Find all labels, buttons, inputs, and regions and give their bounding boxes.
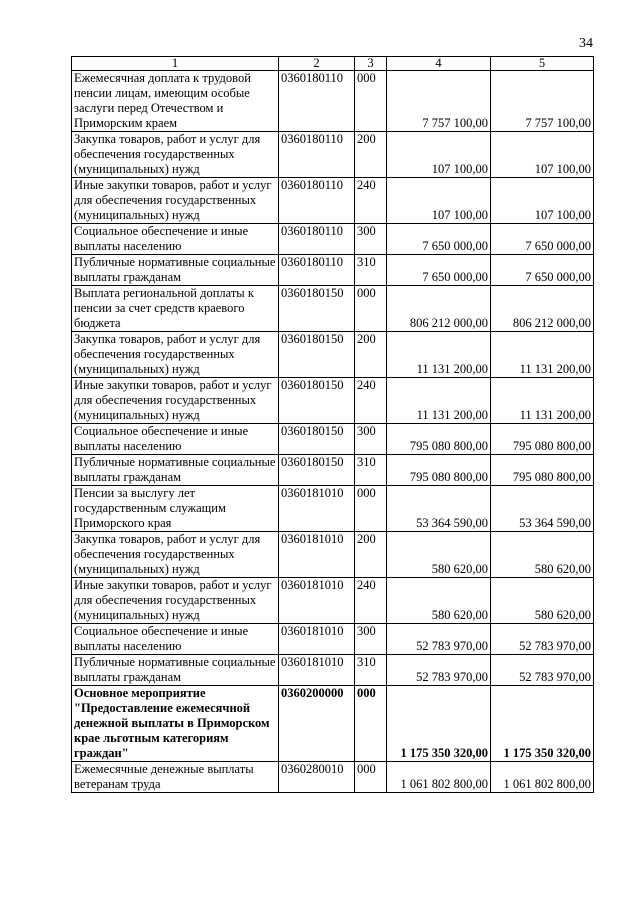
row-code: 0360180110 <box>279 255 355 286</box>
row-expense-type: 300 <box>355 224 387 255</box>
row-expense-type: 200 <box>355 332 387 378</box>
row-sum-1: 52 783 970,00 <box>387 624 491 655</box>
row-expense-type: 000 <box>355 486 387 532</box>
row-code: 0360180110 <box>279 178 355 224</box>
budget-table <box>71 56 594 793</box>
row-name: Публичные нормативные социальные выплаты гражданам <box>72 255 279 286</box>
row-sum-1: 11 131 200,00 <box>387 332 491 378</box>
row-code: 0360180150 <box>279 286 355 332</box>
row-sum-2: 107 100,00 <box>491 132 594 178</box>
table-row <box>72 378 594 424</box>
row-name: Закупка товаров, работ и услуг для обеспечения государственных (муниципальных) нужд <box>72 532 279 578</box>
row-name: Иные закупки товаров, работ и услуг для обеспечения государственных (муниципальных) нужд <box>72 578 279 624</box>
row-expense-type: 200 <box>355 532 387 578</box>
row-expense-type: 000 <box>355 71 387 132</box>
row-code: 0360181010 <box>279 624 355 655</box>
row-sum-2: 795 080 800,00 <box>491 455 594 486</box>
table-row <box>72 286 594 332</box>
table-row <box>72 578 594 624</box>
row-name: Иные закупки товаров, работ и услуг для обеспечения государственных (муниципальных) нужд <box>72 378 279 424</box>
header-col-sum-2: 5 <box>491 57 594 71</box>
row-sum-1: 52 783 970,00 <box>387 655 491 686</box>
row-sum-1: 53 364 590,00 <box>387 486 491 532</box>
row-sum-1: 7 650 000,00 <box>387 224 491 255</box>
row-sum-2: 1 061 802 800,00 <box>491 762 594 793</box>
row-code: 0360180110 <box>279 224 355 255</box>
table-row <box>72 71 594 132</box>
row-expense-type: 240 <box>355 578 387 624</box>
row-sum-1: 107 100,00 <box>387 178 491 224</box>
row-code: 0360180150 <box>279 424 355 455</box>
table-row <box>72 486 594 532</box>
table-row <box>72 686 594 762</box>
header-col-type: 3 <box>355 57 387 71</box>
row-expense-type: 310 <box>355 455 387 486</box>
row-expense-type: 310 <box>355 255 387 286</box>
row-name: Социальное обеспечение и иные выплаты населению <box>72 424 279 455</box>
row-sum-2: 53 364 590,00 <box>491 486 594 532</box>
row-expense-type: 000 <box>355 286 387 332</box>
row-sum-1: 107 100,00 <box>387 132 491 178</box>
table-row <box>72 224 594 255</box>
table-row <box>72 132 594 178</box>
row-code: 0360180110 <box>279 71 355 132</box>
row-name: Публичные нормативные социальные выплаты гражданам <box>72 455 279 486</box>
row-sum-1: 580 620,00 <box>387 578 491 624</box>
table-row <box>72 455 594 486</box>
page-number: 34 <box>579 36 593 51</box>
row-sum-2: 580 620,00 <box>491 532 594 578</box>
row-code: 0360181010 <box>279 532 355 578</box>
row-sum-2: 580 620,00 <box>491 578 594 624</box>
row-sum-2: 795 080 800,00 <box>491 424 594 455</box>
row-sum-2: 7 650 000,00 <box>491 255 594 286</box>
row-expense-type: 000 <box>355 686 387 762</box>
table-row <box>72 532 594 578</box>
table-row <box>72 332 594 378</box>
row-sum-1: 1 061 802 800,00 <box>387 762 491 793</box>
row-expense-type: 240 <box>355 378 387 424</box>
row-code: 0360181010 <box>279 578 355 624</box>
row-expense-type: 200 <box>355 132 387 178</box>
row-sum-2: 1 175 350 320,00 <box>491 686 594 762</box>
row-name: Ежемесячная доплата к трудовой пенсии лицам, имеющим особые заслуги перед Отечеством и Приморским краем <box>72 71 279 132</box>
row-code: 0360181010 <box>279 655 355 686</box>
row-code: 0360200000 <box>279 686 355 762</box>
row-sum-2: 7 650 000,00 <box>491 224 594 255</box>
row-sum-2: 11 131 200,00 <box>491 378 594 424</box>
table-row <box>72 762 594 793</box>
header-col-name: 1 <box>72 57 279 71</box>
row-name: Ежемесячные денежные выплаты ветеранам труда <box>72 762 279 793</box>
row-name: Социальное обеспечение и иные выплаты населению <box>72 224 279 255</box>
row-name: Пенсии за выслугу лет государственным служащим Приморского края <box>72 486 279 532</box>
row-sum-2: 7 757 100,00 <box>491 71 594 132</box>
row-code: 0360180110 <box>279 132 355 178</box>
row-sum-2: 11 131 200,00 <box>491 332 594 378</box>
row-name: Социальное обеспечение и иные выплаты населению <box>72 624 279 655</box>
row-code: 0360180150 <box>279 332 355 378</box>
row-sum-1: 806 212 000,00 <box>387 286 491 332</box>
row-sum-1: 1 175 350 320,00 <box>387 686 491 762</box>
row-name: Закупка товаров, работ и услуг для обеспечения государственных (муниципальных) нужд <box>72 132 279 178</box>
row-sum-1: 7 650 000,00 <box>387 255 491 286</box>
table-row <box>72 424 594 455</box>
row-expense-type: 000 <box>355 762 387 793</box>
row-code: 0360180150 <box>279 378 355 424</box>
table-row <box>72 178 594 224</box>
row-code: 0360280010 <box>279 762 355 793</box>
row-sum-1: 795 080 800,00 <box>387 455 491 486</box>
row-sum-2: 806 212 000,00 <box>491 286 594 332</box>
row-name: Иные закупки товаров, работ и услуг для обеспечения государственных (муниципальных) нужд <box>72 178 279 224</box>
row-name: Основное мероприятие "Предоставление ежемесячной денежной выплаты в Приморском крае льготным категориям граждан" <box>72 686 279 762</box>
row-expense-type: 240 <box>355 178 387 224</box>
row-name: Закупка товаров, работ и услуг для обеспечения государственных (муниципальных) нужд <box>72 332 279 378</box>
table-row <box>72 255 594 286</box>
row-expense-type: 300 <box>355 424 387 455</box>
row-code: 0360180150 <box>279 455 355 486</box>
header-row <box>72 57 594 71</box>
header-col-sum-1: 4 <box>387 57 491 71</box>
row-name: Выплата региональной доплаты к пенсии за счет средств краевого бюджета <box>72 286 279 332</box>
row-sum-1: 580 620,00 <box>387 532 491 578</box>
table-row <box>72 624 594 655</box>
row-expense-type: 310 <box>355 655 387 686</box>
row-sum-2: 52 783 970,00 <box>491 655 594 686</box>
row-code: 0360181010 <box>279 486 355 532</box>
row-sum-2: 52 783 970,00 <box>491 624 594 655</box>
row-sum-2: 107 100,00 <box>491 178 594 224</box>
table-row <box>72 655 594 686</box>
row-sum-1: 795 080 800,00 <box>387 424 491 455</box>
row-expense-type: 300 <box>355 624 387 655</box>
row-sum-1: 11 131 200,00 <box>387 378 491 424</box>
row-sum-1: 7 757 100,00 <box>387 71 491 132</box>
row-name: Публичные нормативные социальные выплаты гражданам <box>72 655 279 686</box>
header-col-code: 2 <box>279 57 355 71</box>
